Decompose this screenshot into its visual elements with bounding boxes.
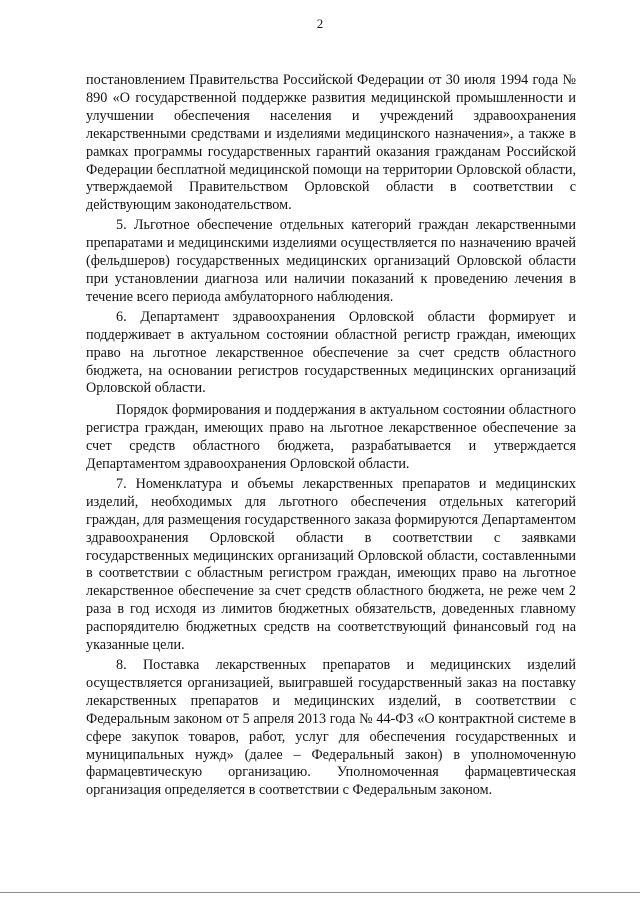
paragraph-register-order: Порядок формирования и поддержания в актуальном состоянии областного регистра граждан, имеющих право на льготное лекарственное обеспечение за счет средств областного бюджета, разрабатывается и утверждается Департаментом здравоохранения Орловской области. [86,402,576,473]
paragraph-item-8: 8. Поставка лекарственных препаратов и медицинских изделий осуществляется организацией, выигравшей государственный заказ на поставку лекарственных препаратов и медицинских изделий, в соответствии с Федеральным законом от 5 апреля 2013 года № 44-ФЗ «О контрактной системе в сфере закупок товаров, работ, услуг для обеспечения государственных и муниципальных нужд» (далее – Федеральный закон) в уполномоченную фармацевтическую организацию. Уполномоченная фармацевтическая организация определяется в соответствии с Федеральным законом. [86,657,576,799]
document-body [86,72,576,802]
page-number: 2 [316,16,324,31]
paragraph-item-7: 7. Номенклатура и объемы лекарственных препаратов и медицинских изделий, необходимых для льготного обеспечения отдельных категорий граждан, для размещения государственного заказа формируются Департаментом здравоохранения Орловской области в соответствии с заявками государственных медицинских организаций Орловской области, составленными в соответствии с областным регистром граждан, имеющих право на льготное лекарственное обеспечение за счет средств областного бюджета, не реже чем 2 раза в год исходя из лимитов бюджетных обязательств, доведенных главному распорядителю бюджетных средств на соответствующий финансовый год на указанные цели. [86,475,576,654]
bottom-divider [0,892,640,893]
paragraph-item-6: 6. Департамент здравоохранения Орловской области формирует и поддерживает в актуальном состоянии областной регистр граждан, имеющих право на льготное лекарственное обеспечение за счет средств областного бюджета, на основании регистров государственных медицинских организаций Орловской области. [86,308,576,397]
paragraph-item-5: 5. Льготное обеспечение отдельных категорий граждан лекарственными препаратами и медицинскими изделиями осуществляется по назначению врачей (фельдшеров) государственных медицинских организаций Орловской области при установлении диагноза или наличии показаний к проведению лечения в течение всего периода амбулаторного наблюдения. [86,217,576,305]
paragraph-continuation: постановлением Правительства Российской Федерации от 30 июля 1994 года № 890 «О государственной поддержке развития медицинской промышленности и улучшении обеспечения населения и учреждений здравоохранения лекарственными средствами и изделиями медицинского назначения», а также в рамках программы государственных гарантий оказания гражданам Российской Федерации бесплатной медицинской помощи на территории Орловской области, утверждаемой Правительством Орловской области в соответствии с действующим законодательством. [86,72,576,214]
